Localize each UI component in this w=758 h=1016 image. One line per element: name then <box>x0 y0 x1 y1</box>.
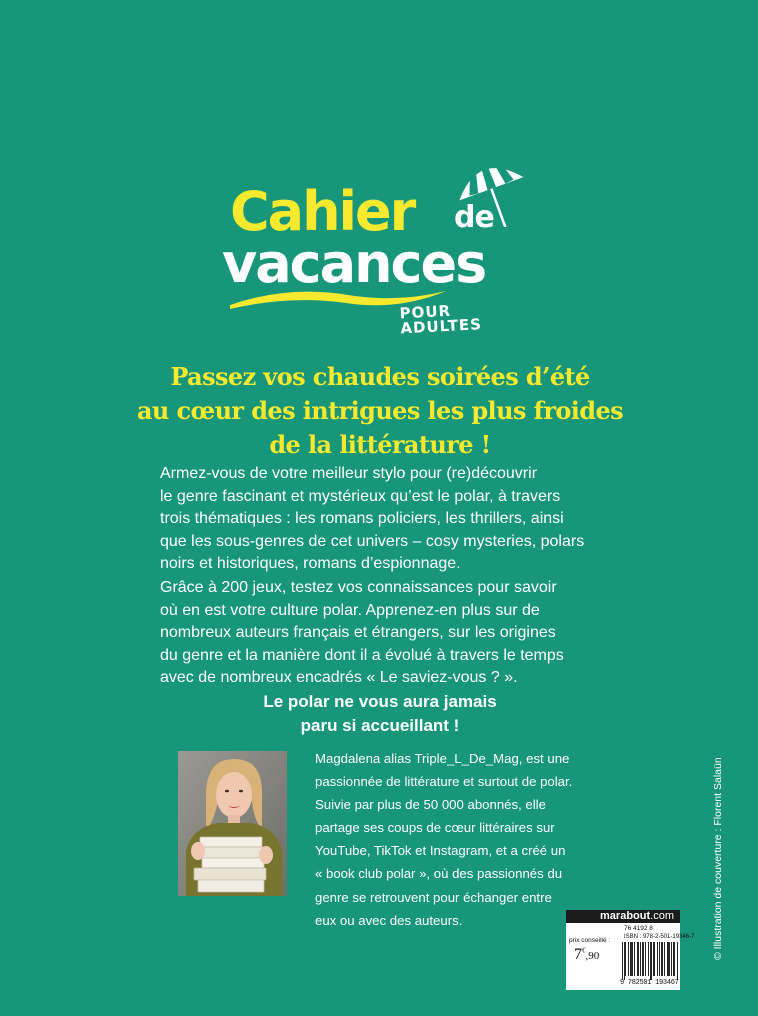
author-portrait-illustration <box>178 751 287 896</box>
barcode-bar <box>667 942 668 976</box>
barcode-bar <box>661 942 662 976</box>
logo-de-word: de <box>454 200 494 235</box>
barcode-bar <box>659 942 660 976</box>
logo-pour-adultes: POUR ADULTES <box>399 301 483 338</box>
barcode-bar <box>673 942 674 976</box>
tagline <box>180 690 580 738</box>
barcode-bar <box>628 942 629 976</box>
barcode-block <box>566 910 695 990</box>
barcode-bar <box>653 942 654 976</box>
barcode-bar <box>654 942 655 976</box>
headline-line-3: de la littérature ! <box>269 430 491 459</box>
barcode-bar <box>632 942 633 976</box>
paragraph-line: nombreux auteurs français et étrangers, sur les origines <box>160 624 556 642</box>
barcode-bar <box>624 942 625 980</box>
reference-code: 76 4192 8 <box>624 925 653 932</box>
bio-line: genre se retrouvent pour échanger entre <box>315 889 552 905</box>
author-bio <box>315 747 605 932</box>
barcode-bar <box>650 942 651 980</box>
logo-cahier-word: Cahier <box>230 180 415 243</box>
barcode-bar <box>640 942 641 976</box>
headline <box>100 360 660 462</box>
barcode-bar <box>668 942 669 976</box>
price-label: prix conseillé : <box>569 937 611 944</box>
barcode-bar <box>648 942 649 976</box>
price-decimal: ,90 <box>585 950 600 962</box>
barcode-bar <box>645 942 646 976</box>
bio-line: Magdalena alias Triple_L_De_Mag, est une <box>315 751 570 766</box>
paragraph-line: le genre fascinant et mystérieux qu’est le polar, à travers <box>160 487 561 505</box>
description-paragraph-1 <box>160 463 630 576</box>
description-paragraph-2 <box>160 577 630 690</box>
logo-vacances-word: vacances <box>222 232 486 295</box>
barcode-bar <box>638 942 639 976</box>
paragraph-line: Grâce à 200 jeux, testez vos connaissances pour savoir <box>160 579 557 596</box>
barcode-bar <box>671 942 672 976</box>
barcode-bar <box>643 942 644 976</box>
barcode-bar <box>669 942 670 976</box>
paragraph-line: trois thématiques : les romans policiers, les thrillers, ainsi <box>160 510 564 528</box>
paragraph-line: du genre et la manière dont il a évolué à travers le temps <box>160 646 564 664</box>
author-photo <box>178 751 287 896</box>
barcode-bar <box>630 942 631 976</box>
headline-line-1: Passez vos chaudes soirées d’été <box>170 362 590 391</box>
barcode-bar <box>674 942 675 976</box>
paragraph-line: Armez-vous de votre meilleur stylo pour (re)découvrir <box>160 465 538 482</box>
price-main: 7 <box>574 946 582 963</box>
barcode-bar <box>662 942 663 976</box>
bio-line: eux ou avec des auteurs. <box>315 912 463 928</box>
bio-line: Suivie par plus de 50 000 abonnés, elle <box>315 797 546 813</box>
tagline-line-2: paru si accueillant ! <box>300 716 460 735</box>
barcode-bar <box>637 942 638 976</box>
price-value <box>574 946 599 964</box>
currency-symbol: € <box>582 946 586 955</box>
barcode-bar <box>664 942 665 976</box>
paragraph-line: où en est votre culture polar. Apprenez-en plus sur de <box>160 601 540 619</box>
barcode-bar <box>631 942 632 976</box>
barcode-bar <box>677 942 678 980</box>
paragraph-line: que les sous-genres de cet univers – cosy mysteries, polars <box>160 532 585 550</box>
bio-line: partage ses coups de cœur littéraires sur <box>315 820 555 836</box>
cover-illustration-credit: © Illustration de couverture : Florent Salaün <box>712 757 724 960</box>
publisher-banner <box>566 910 680 923</box>
barcode-bar <box>625 942 626 976</box>
barcode-number: 9 782501 193467 <box>620 979 679 987</box>
barcode-bar <box>651 942 652 980</box>
publisher-name: marabout <box>600 910 651 922</box>
paragraph-line: noirs et historiques, romans d’espionnage. <box>160 555 461 573</box>
bio-line: passionnée de littérature et surtout de polar. <box>315 774 573 790</box>
barcode-bar <box>622 942 623 980</box>
barcode-bars <box>622 942 678 980</box>
barcode-bar <box>642 942 643 976</box>
isbn-text: ISBN : 978-2-501-19346-7 <box>624 934 695 940</box>
cahier-de-vacances-logo <box>222 155 532 338</box>
headline-line-2: au cœur des intrigues les plus froides <box>136 396 624 425</box>
bio-line: « book club polar », où des passionnés du <box>315 866 563 882</box>
publisher-domain: .com <box>650 910 674 922</box>
barcode-bar <box>657 942 658 976</box>
paragraph-line: avec de nombreux encadrés « Le saviez-vous ? ». <box>160 669 518 687</box>
tagline-line-1: Le polar ne vous aura jamais <box>263 692 497 711</box>
barcode-bar <box>634 942 635 976</box>
bio-line: YouTube, TikTok et Instagram, et a créé un <box>315 843 566 859</box>
